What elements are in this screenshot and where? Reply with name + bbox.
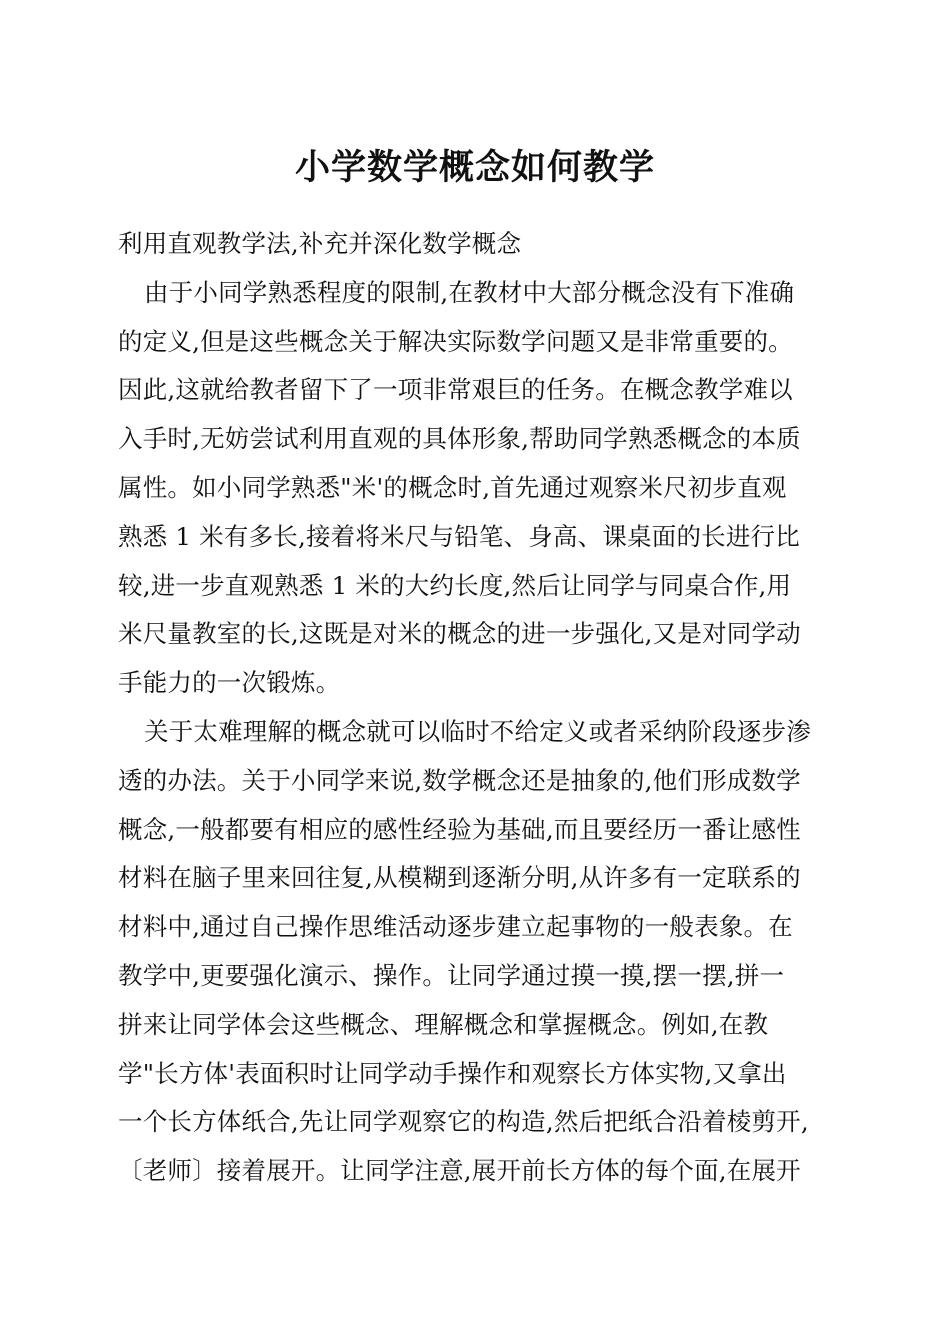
paragraph-line: 米尺量教室的长,这既是对米的概念的进一步强化,又是对同学动 (118, 619, 801, 649)
paragraph-line: 入手时,无妨尝试利用直观的具体形象,帮助同学熟悉概念的本质 (118, 424, 801, 454)
paragraph-line: 一个长方体纸合,先让同学观察它的构造,然后把纸合沿着棱剪开, (118, 1107, 809, 1137)
page-title: 小学数学概念如何教学 (294, 147, 655, 188)
paragraph-line: 材料在脑子里来回往复,从模糊到逐渐分明,从许多有一定联系的 (118, 863, 801, 893)
paragraph-line: 由于小同学熟悉程度的限制,在教材中大部分概念没有下准确 (144, 277, 795, 307)
section-heading: 利用直观教学法,补充并深化数学概念 (118, 229, 522, 258)
paragraph-line: 透的办法。关于小同学来说,数学概念还是抽象的,他们形成数学 (118, 765, 801, 795)
paragraph-line: 拼来让同学体会这些概念、理解概念和掌握概念。例如,在教 (118, 1009, 769, 1039)
document-body (118, 220, 838, 1196)
paragraph-line: 关于太难理解的概念就可以临时不给定义或者采纳阶段逐步渗 (144, 716, 811, 746)
paragraph-line: 概念,一般都要有相应的感性经验为基础,而且要经历一番让感性 (118, 814, 801, 844)
paragraph-line: 材料中,通过自己操作思维活动逐步建立起事物的一般表象。在 (118, 912, 793, 942)
paragraph-line: 因此,这就给教者留下了一项非常艰巨的任务。在概念教学难以 (118, 375, 793, 405)
paragraph-line: 较,进一步直观熟悉 1 米的大约长度,然后让同学与同桌合作,用 (118, 570, 792, 600)
paragraph-line: 手能力的一次锻炼。 (118, 668, 341, 698)
paragraph-line: 教学中,更要强化演示、操作。让同学通过摸一摸,摆一摆,拼一 (118, 960, 785, 990)
paragraph-line: 熟悉 1 米有多长,接着将米尺与铅笔、身高、课桌面的长进行比 (118, 521, 800, 551)
paragraph-line: 属性。如小同学熟悉"米'的概念时,首先通过观察米尺初步直观 (118, 472, 787, 502)
paragraph-line: 学"长方体'表面积时让同学动手操作和观察长方体实物,又拿出 (118, 1058, 787, 1088)
paragraph-line: 〔老师〕接着展开。让同学注意,展开前长方体的每个面,在展开 (118, 1156, 801, 1186)
paragraph-line: 的定义,但是这些概念关于解决实际数学问题又是非常重要的。 (118, 326, 793, 356)
